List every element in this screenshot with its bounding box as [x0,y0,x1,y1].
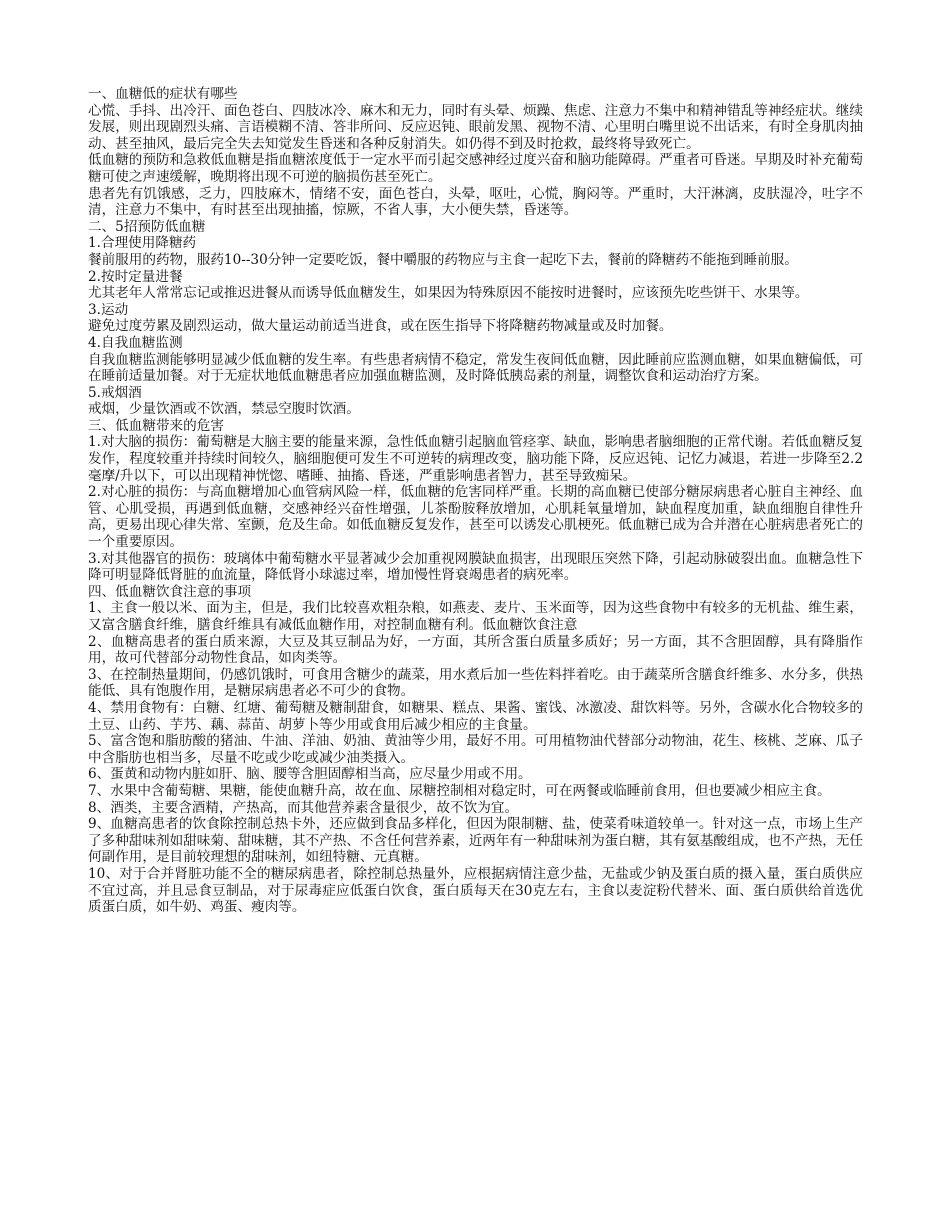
subheading-meals: 2.按时定量进餐 [88,268,183,285]
diet-item-8: 8、酒类，主要含酒精，产热高，而其他营养素含量很少，故不饮为宜。 [88,799,519,816]
paragraph-patient-signs: 患者先有饥饿感，乏力，四肢麻木，情绪不安，面色苍白，头晕，呕吐，心慌，胸闷等。严重时，大汗淋漓，皮肤湿冷，吐字不清，注意力不集中，有时甚至出现抽搐，惊厥，不省人事，大小便失禁，昏迷等。 [88,185,863,219]
paragraph-medication: 餐前服用的药物，服药10--30分钟一定要吃饭，餐中嚼服的药物应与主食一起吃下去，餐前的降糖药不能拖到睡前服。 [88,251,798,268]
diet-item-2: 2、血糖高患者的蛋白质来源，大豆及其豆制品为好，一方面，其所含蛋白质量多质好；另一方面，其不含胆固醇，具有降脂作用，故可代替部分动物性食品，如肉类等。 [88,633,863,667]
paragraph-meals: 尤其老年人常常忘记或推迟进餐从而诱导低血糖发生，如果因为特殊原因不能按时进餐时，应该预先吃些饼干、水果等。 [88,285,809,302]
subheading-smoking-alcohol: 5.戒烟酒 [88,384,142,401]
diet-item-10: 10、对于合并肾脏功能不全的糖尿病患者，除控制总热量外，应根据病情注意少盐，无盐或少钠及蛋白质的摄入量，蛋白质供应不宜过高，并且忌食豆制品，对于尿毒症应低蛋白饮食，蛋白质每天在30克左右，主食以麦淀粉代替米、面、蛋白质供给首选优质蛋白质，如牛奶、鸡蛋、瘦肉等。 [88,865,863,916]
diet-item-7: 7、水果中含葡萄糖、果糖，能使血糖升高，故在血、尿糖控制相对稳定时，可在两餐或临睡前食用，但也要减少相应主食。 [88,782,831,799]
section-heading-diet: 四、低血糖饮食注意的事项 [88,583,252,600]
document-body [88,86,863,916]
paragraph-smoking-alcohol: 戒烟，少量饮酒或不饮酒，禁忌空腹时饮酒。 [88,401,360,418]
subheading-monitoring: 4.自我血糖监测 [88,334,183,351]
paragraph-other-organs: 3.对其他器官的损伤：玻璃体中葡萄糖水平显著减少会加重视网膜缺血损害，出现眼压突然下降，引起动脉破裂出血。血糖急性下降可明显降低肾脏的血流量，降低肾小球滤过率，增加慢性肾衰竭患者的病死率。 [88,550,863,584]
diet-item-1: 1、主食一般以米、面为主，但是，我们比较喜欢粗杂粮，如燕麦、麦片、玉米面等，因为这些食物中有较多的无机盐、维生素，又富含膳食纤维，膳食纤维具有减低血糖作用，对控制血糖有利。低血糖饮食注意 [88,600,863,633]
section-heading-symptoms: 一、血糖低的症状有哪些 [88,86,238,102]
section-heading-prevention: 二、5招预防低血糖 [88,218,206,235]
diet-item-9: 9、血糖高患者的饮食除控制总热卡外，还应做到食品多样化，但因为限制糖、盐，使菜肴味道较单一。针对这一点，市场上生产了多种甜味剂如甜味菊、甜味糖，其不产热、不含任何营养素，近两年有一种甜味剂为蛋白糖，其有氨基酸组成，也不产热，无任何副作用，是目前较理想的甜味剂，如纽特糖、元真糖。 [88,816,863,866]
section-heading-harms: 三、低血糖带来的危害 [88,417,224,434]
paragraph-monitoring: 自我血糖监测能够明显减少低血糖的发生率。有些患者病情不稳定，常发生夜间低血糖，因此睡前应监测血糖，如果血糖偏低，可在睡前适量加餐。对于无症状地低血糖患者应加强血糖监测，及时降低胰岛素的剂量，调整饮食和运动治疗方案。 [88,351,863,385]
paragraph-prevention-intro: 低血糖的预防和急救低血糖是指血糖浓度低于一定水平而引起交感神经过度兴奋和脑功能障碍。严重者可昏迷。早期及时补充葡萄糖可使之声速缓解，晚期将出现不可逆的脑损伤甚至死亡。 [88,152,863,185]
diet-item-3: 3、在控制热量期间，仍感饥饿时，可食用含糖少的蔬菜，用水煮后加一些佐料拌着吃。由于蔬菜所含膳食纤维多、水分多，供热能低、具有饱腹作用，是糖尿病患者必不可少的食物。 [88,666,863,700]
paragraph-heart-damage: 2.对心脏的损伤：与高血糖增加心血管病风险一样，低血糖的危害同样严重。长期的高血糖已使部分糖尿病患者心脏自主神经、血管、心肌受损，再遇到低血糖，交感神经兴奋性增强，儿茶酚胺释放增加，心肌耗氧量增加，缺血程度加重，缺血细胞自律性升高，更易出现心律失常、室颤，危及生命。如低血糖反复发作，甚至可以诱发心肌梗死。低血糖已成为合并潜在心脏病患者死亡的一个重要原因。 [88,484,863,551]
subheading-exercise: 3.运动 [88,301,129,318]
paragraph-exercise: 避免过度劳累及剧烈运动，做大量运动前适当进食，或在医生指导下将降糖药物减量或及时加餐。 [88,318,673,335]
diet-item-4: 4、禁用食物有：白糖、红塘、葡萄糖及糖制甜食，如糖果、糕点、果酱、蜜饯、冰激凌、甜饮料等。另外，含碳水化合物较多的土豆、山药、芋艿、藕、蒜苗、胡萝卜等少用或食用后减少相应的主食量。 [88,699,863,733]
paragraph-symptoms: 心慌、手抖、出冷汗、面色苍白、四肢冰冷、麻木和无力，同时有头晕、烦躁、焦虑、注意力不集中和精神错乱等神经症状。继续发展，则出现剧烈头痛、言语模糊不清、答非所问、反应迟钝、眼前发黑、视物不清、心里明白嘴里说不出话来，有时全身肌肉抽动、甚至抽风，最后完全失去知觉发生昏迷和各种反射消失。如仍得不到及时抢救，最终将导致死亡。 [88,102,863,152]
subheading-medication: 1.合理使用降糖药 [88,235,197,252]
diet-item-5: 5、富含饱和脂肪酸的猪油、牛油、洋油、奶油、黄油等少用，最好不用。可用植物油代替部分动物油，花生、核桃、芝麻、瓜子中含脂肪也相当多，尽量不吃或少吃或减少油类摄入。 [88,733,863,766]
diet-item-6: 6、蛋黄和动物内脏如肝、脑、腰等含胆固醇相当高，应尽量少用或不用。 [88,766,532,783]
paragraph-brain-damage: 1.对大脑的损伤：葡萄糖是大脑主要的能量来源，急性低血糖引起脑血管痉挛、缺血，影响患者脑细胞的正常代谢。若低血糖反复发作，程度较重并持续时间较久，脑细胞便可发生不可逆转的病理改变，脑功能下降，反应迟钝、记忆力减退，若进一步降至2.2毫摩/升以下，可以出现精神恍惚、嗜睡、抽搐、昏迷，严重影响患者智力，甚至导致痴呆。 [88,434,863,484]
